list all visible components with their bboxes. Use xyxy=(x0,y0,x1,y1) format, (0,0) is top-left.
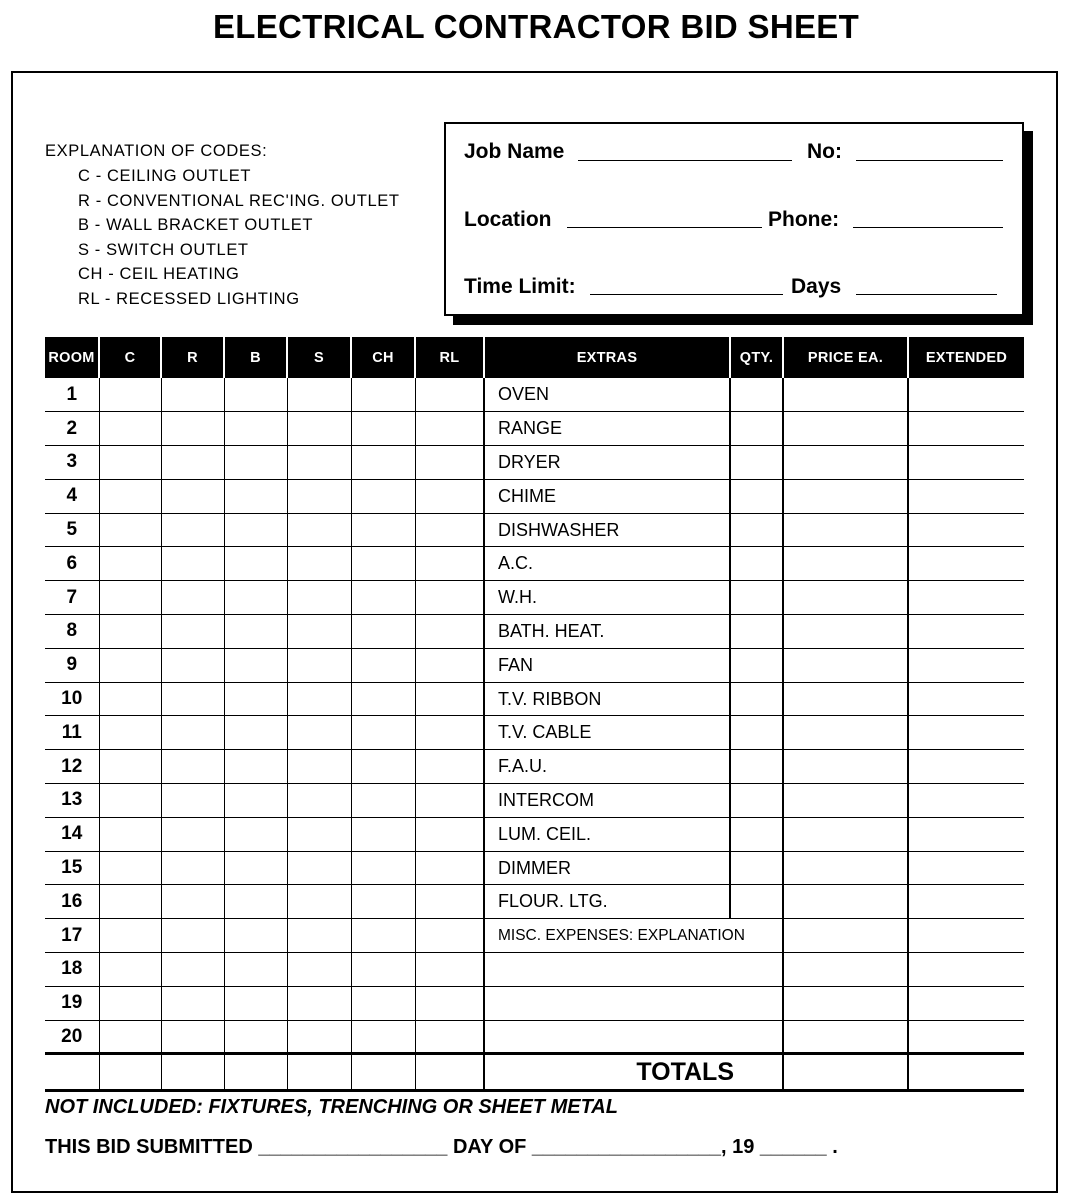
code-cell-b[interactable] xyxy=(224,1020,287,1054)
code-cell-s[interactable] xyxy=(287,1020,351,1054)
code-cell-ch[interactable] xyxy=(351,648,415,682)
price-each-cell[interactable] xyxy=(783,750,908,784)
misc-expenses-line[interactable] xyxy=(484,1020,783,1054)
code-cell-b[interactable] xyxy=(224,479,287,513)
price-each-cell[interactable] xyxy=(783,513,908,547)
col-header-r: R xyxy=(161,337,224,378)
table-row xyxy=(45,986,1024,1020)
price-each-cell[interactable] xyxy=(783,378,908,412)
total-price-each-cell[interactable] xyxy=(783,1054,908,1091)
code-cell-rl[interactable] xyxy=(415,581,484,615)
days-label: Days xyxy=(791,275,842,298)
price-each-cell[interactable] xyxy=(783,986,908,1020)
qty-cell[interactable] xyxy=(730,885,783,919)
room-number: 10 xyxy=(45,682,99,716)
code-cell-b[interactable] xyxy=(224,513,287,547)
code-cell-rl[interactable] xyxy=(415,716,484,750)
price-each-cell[interactable] xyxy=(783,581,908,615)
room-number: 4 xyxy=(45,479,99,513)
code-cell-r[interactable] xyxy=(161,682,224,716)
extended-cell[interactable] xyxy=(908,750,1024,784)
code-cell-c[interactable] xyxy=(99,479,161,513)
code-cell-rl[interactable] xyxy=(415,784,484,818)
extended-cell[interactable] xyxy=(908,446,1024,480)
qty-cell[interactable] xyxy=(730,479,783,513)
table-row xyxy=(45,547,1024,581)
table-row xyxy=(45,885,1024,919)
code-cell-c[interactable] xyxy=(99,682,161,716)
table-row xyxy=(45,716,1024,750)
extra-item: FAN xyxy=(484,648,730,682)
no-field[interactable] xyxy=(856,160,1003,161)
table-row xyxy=(45,378,1024,412)
code-cell-b[interactable] xyxy=(224,615,287,649)
extended-cell[interactable] xyxy=(908,784,1024,818)
room-number: 8 xyxy=(45,615,99,649)
code-cell-c[interactable] xyxy=(99,851,161,885)
price-each-cell[interactable] xyxy=(783,817,908,851)
code-cell-r[interactable] xyxy=(161,615,224,649)
room-number: 7 xyxy=(45,581,99,615)
qty-cell[interactable] xyxy=(730,750,783,784)
room-number: 3 xyxy=(45,446,99,480)
code-cell-s[interactable] xyxy=(287,682,351,716)
code-cell-c[interactable] xyxy=(99,615,161,649)
code-cell-rl[interactable] xyxy=(415,953,484,987)
code-cell-s[interactable] xyxy=(287,648,351,682)
misc-expenses-line[interactable] xyxy=(484,953,783,987)
codes-legend xyxy=(45,142,400,314)
room-number: 5 xyxy=(45,513,99,547)
price-each-cell[interactable] xyxy=(783,412,908,446)
extra-item: OVEN xyxy=(484,378,730,412)
extra-item: CHIME xyxy=(484,479,730,513)
code-cell-s[interactable] xyxy=(287,784,351,818)
col-header-extended: EXTENDED xyxy=(908,337,1024,378)
total-cell-s[interactable] xyxy=(287,1054,351,1091)
code-cell-r[interactable] xyxy=(161,446,224,480)
qty-cell[interactable] xyxy=(730,412,783,446)
misc-expenses-label: MISC. EXPENSES: EXPLANATION xyxy=(484,919,783,953)
price-each-cell[interactable] xyxy=(783,885,908,919)
code-cell-b[interactable] xyxy=(224,446,287,480)
price-each-cell[interactable] xyxy=(783,784,908,818)
code-cell-ch[interactable] xyxy=(351,615,415,649)
extended-cell[interactable] xyxy=(908,953,1024,987)
code-cell-r[interactable] xyxy=(161,953,224,987)
bid-table-wrap xyxy=(45,337,1024,1092)
qty-cell[interactable] xyxy=(730,513,783,547)
extended-cell[interactable] xyxy=(908,851,1024,885)
code-cell-b[interactable] xyxy=(224,378,287,412)
code-cell-b[interactable] xyxy=(224,986,287,1020)
code-item: RL - RECESSED LIGHTING xyxy=(78,289,300,308)
table-row xyxy=(45,784,1024,818)
code-cell-s[interactable] xyxy=(287,716,351,750)
code-cell-rl[interactable] xyxy=(415,513,484,547)
code-cell-c[interactable] xyxy=(99,784,161,818)
room-number: 16 xyxy=(45,885,99,919)
totals-room-cell xyxy=(45,1054,99,1091)
location-label: Location xyxy=(464,208,552,231)
col-header-rl: RL xyxy=(415,337,484,378)
code-cell-c[interactable] xyxy=(99,648,161,682)
job-info-box xyxy=(444,122,1024,316)
code-cell-ch[interactable] xyxy=(351,446,415,480)
code-cell-c[interactable] xyxy=(99,953,161,987)
extra-item: W.H. xyxy=(484,581,730,615)
code-cell-rl[interactable] xyxy=(415,817,484,851)
table-row xyxy=(45,513,1024,547)
room-number: 11 xyxy=(45,716,99,750)
code-cell-ch[interactable] xyxy=(351,885,415,919)
extra-item: DRYER xyxy=(484,446,730,480)
code-cell-ch[interactable] xyxy=(351,817,415,851)
bid-submitted-line: THIS BID SUBMITTED _________________ DAY OF _________________, 19 ______ . xyxy=(45,1136,838,1158)
extended-cell[interactable] xyxy=(908,919,1024,953)
code-cell-s[interactable] xyxy=(287,378,351,412)
not-included-note: NOT INCLUDED: FIXTURES, TRENCHING OR SHEET METAL xyxy=(45,1096,618,1118)
code-cell-rl[interactable] xyxy=(415,851,484,885)
code-cell-ch[interactable] xyxy=(351,547,415,581)
code-cell-s[interactable] xyxy=(287,513,351,547)
table-row xyxy=(45,750,1024,784)
code-item: CH - CEIL HEATING xyxy=(78,265,240,283)
qty-cell[interactable] xyxy=(730,784,783,818)
qty-cell[interactable] xyxy=(730,648,783,682)
extra-item: LUM. CEIL. xyxy=(484,817,730,851)
code-cell-r[interactable] xyxy=(161,817,224,851)
extra-item: RANGE xyxy=(484,412,730,446)
col-header-s: S xyxy=(287,337,351,378)
room-number: 2 xyxy=(45,412,99,446)
price-each-cell[interactable] xyxy=(783,1020,908,1054)
bid-table xyxy=(45,337,1024,1092)
code-cell-rl[interactable] xyxy=(415,615,484,649)
code-cell-ch[interactable] xyxy=(351,513,415,547)
code-cell-b[interactable] xyxy=(224,919,287,953)
price-each-cell[interactable] xyxy=(783,547,908,581)
col-header-price-each: PRICE EA. xyxy=(783,337,908,378)
col-header-extras: EXTRAS xyxy=(484,337,730,378)
price-each-cell[interactable] xyxy=(783,919,908,953)
code-cell-s[interactable] xyxy=(287,750,351,784)
code-cell-s[interactable] xyxy=(287,919,351,953)
code-cell-r[interactable] xyxy=(161,750,224,784)
price-each-cell[interactable] xyxy=(783,953,908,987)
code-cell-c[interactable] xyxy=(99,513,161,547)
table-row xyxy=(45,648,1024,682)
code-cell-b[interactable] xyxy=(224,581,287,615)
days-field[interactable] xyxy=(856,294,997,295)
code-cell-ch[interactable] xyxy=(351,682,415,716)
extended-cell[interactable] xyxy=(908,412,1024,446)
table-row xyxy=(45,1020,1024,1054)
code-cell-c[interactable] xyxy=(99,986,161,1020)
code-cell-s[interactable] xyxy=(287,851,351,885)
code-cell-s[interactable] xyxy=(287,953,351,987)
code-cell-ch[interactable] xyxy=(351,412,415,446)
totals-label: TOTALS xyxy=(484,1054,783,1091)
code-cell-r[interactable] xyxy=(161,716,224,750)
price-each-cell[interactable] xyxy=(783,648,908,682)
code-cell-r[interactable] xyxy=(161,648,224,682)
room-number: 20 xyxy=(45,1020,99,1054)
room-number: 1 xyxy=(45,378,99,412)
code-cell-c[interactable] xyxy=(99,716,161,750)
code-cell-r[interactable] xyxy=(161,919,224,953)
code-cell-c[interactable] xyxy=(99,750,161,784)
table-row xyxy=(45,851,1024,885)
code-cell-r[interactable] xyxy=(161,547,224,581)
code-cell-b[interactable] xyxy=(224,682,287,716)
extra-item: A.C. xyxy=(484,547,730,581)
code-cell-rl[interactable] xyxy=(415,547,484,581)
extended-cell[interactable] xyxy=(908,547,1024,581)
code-cell-b[interactable] xyxy=(224,817,287,851)
code-cell-ch[interactable] xyxy=(351,784,415,818)
totals-row xyxy=(45,1054,1024,1091)
qty-cell[interactable] xyxy=(730,547,783,581)
code-cell-rl[interactable] xyxy=(415,412,484,446)
qty-cell[interactable] xyxy=(730,378,783,412)
extended-cell[interactable] xyxy=(908,581,1024,615)
code-cell-c[interactable] xyxy=(99,378,161,412)
room-number: 13 xyxy=(45,784,99,818)
code-cell-rl[interactable] xyxy=(415,682,484,716)
code-cell-r[interactable] xyxy=(161,479,224,513)
extended-cell[interactable] xyxy=(908,378,1024,412)
code-cell-r[interactable] xyxy=(161,851,224,885)
table-row xyxy=(45,412,1024,446)
code-cell-c[interactable] xyxy=(99,817,161,851)
extended-cell[interactable] xyxy=(908,986,1024,1020)
extra-item: DIMMER xyxy=(484,851,730,885)
code-item: C - CEILING OUTLET xyxy=(78,167,252,185)
code-cell-ch[interactable] xyxy=(351,1020,415,1054)
price-each-cell[interactable] xyxy=(783,446,908,480)
code-cell-ch[interactable] xyxy=(351,716,415,750)
room-number: 6 xyxy=(45,547,99,581)
job-name-label: Job Name xyxy=(464,140,565,163)
code-cell-s[interactable] xyxy=(287,885,351,919)
total-cell-rl[interactable] xyxy=(415,1054,484,1091)
code-cell-r[interactable] xyxy=(161,986,224,1020)
room-number: 15 xyxy=(45,851,99,885)
code-cell-s[interactable] xyxy=(287,547,351,581)
table-header-row xyxy=(45,337,1024,378)
code-cell-c[interactable] xyxy=(99,581,161,615)
table-row xyxy=(45,919,1024,953)
total-cell-b[interactable] xyxy=(224,1054,287,1091)
col-header-b: B xyxy=(224,337,287,378)
room-number: 14 xyxy=(45,817,99,851)
phone-field[interactable] xyxy=(853,227,1003,228)
code-cell-ch[interactable] xyxy=(351,750,415,784)
extended-cell[interactable] xyxy=(908,817,1024,851)
extra-item: FLOUR. LTG. xyxy=(484,885,730,919)
code-cell-rl[interactable] xyxy=(415,446,484,480)
misc-expenses-line[interactable] xyxy=(484,986,783,1020)
extra-item: BATH. HEAT. xyxy=(484,615,730,649)
extra-item: T.V. RIBBON xyxy=(484,682,730,716)
code-cell-ch[interactable] xyxy=(351,953,415,987)
code-cell-r[interactable] xyxy=(161,784,224,818)
code-cell-rl[interactable] xyxy=(415,479,484,513)
code-cell-rl[interactable] xyxy=(415,986,484,1020)
price-each-cell[interactable] xyxy=(783,479,908,513)
table-row xyxy=(45,953,1024,987)
code-cell-r[interactable] xyxy=(161,581,224,615)
code-cell-c[interactable] xyxy=(99,1020,161,1054)
code-cell-rl[interactable] xyxy=(415,750,484,784)
code-item: S - SWITCH OUTLET xyxy=(78,240,249,259)
page-title: ELECTRICAL CONTRACTOR BID SHEET xyxy=(212,8,860,45)
code-cell-b[interactable] xyxy=(224,716,287,750)
extra-item: F.A.U. xyxy=(484,750,730,784)
code-cell-c[interactable] xyxy=(99,446,161,480)
extended-cell[interactable] xyxy=(908,513,1024,547)
code-cell-ch[interactable] xyxy=(351,479,415,513)
code-cell-c[interactable] xyxy=(99,885,161,919)
extended-cell[interactable] xyxy=(908,479,1024,513)
code-cell-rl[interactable] xyxy=(415,648,484,682)
total-cell-c[interactable] xyxy=(99,1054,161,1091)
code-cell-ch[interactable] xyxy=(351,851,415,885)
code-cell-b[interactable] xyxy=(224,750,287,784)
extended-cell[interactable] xyxy=(908,648,1024,682)
code-cell-rl[interactable] xyxy=(415,1020,484,1054)
code-cell-b[interactable] xyxy=(224,953,287,987)
extended-cell[interactable] xyxy=(908,885,1024,919)
no-label: No: xyxy=(807,140,842,163)
code-cell-s[interactable] xyxy=(287,479,351,513)
code-cell-c[interactable] xyxy=(99,919,161,953)
col-header-room: ROOM xyxy=(45,337,99,378)
room-number: 12 xyxy=(45,750,99,784)
code-cell-r[interactable] xyxy=(161,885,224,919)
codes-heading: EXPLANATION OF CODES: xyxy=(45,142,268,160)
location-field[interactable] xyxy=(567,227,762,228)
code-cell-rl[interactable] xyxy=(415,919,484,953)
code-cell-b[interactable] xyxy=(224,851,287,885)
code-cell-r[interactable] xyxy=(161,412,224,446)
code-cell-b[interactable] xyxy=(224,885,287,919)
price-each-cell[interactable] xyxy=(783,851,908,885)
table-row xyxy=(45,581,1024,615)
table-row xyxy=(45,682,1024,716)
room-number: 17 xyxy=(45,919,99,953)
extra-item: T.V. CABLE xyxy=(484,716,730,750)
col-header-c: C xyxy=(99,337,161,378)
code-cell-ch[interactable] xyxy=(351,919,415,953)
price-each-cell[interactable] xyxy=(783,716,908,750)
table-row xyxy=(45,615,1024,649)
code-cell-b[interactable] xyxy=(224,784,287,818)
code-cell-r[interactable] xyxy=(161,1020,224,1054)
extra-item: INTERCOM xyxy=(484,784,730,818)
table-row xyxy=(45,479,1024,513)
extended-cell[interactable] xyxy=(908,615,1024,649)
total-extended-cell[interactable] xyxy=(908,1054,1024,1091)
qty-cell[interactable] xyxy=(730,817,783,851)
room-number: 18 xyxy=(45,953,99,987)
code-cell-ch[interactable] xyxy=(351,986,415,1020)
code-cell-rl[interactable] xyxy=(415,378,484,412)
code-cell-b[interactable] xyxy=(224,547,287,581)
code-cell-c[interactable] xyxy=(99,412,161,446)
code-cell-s[interactable] xyxy=(287,615,351,649)
extended-cell[interactable] xyxy=(908,716,1024,750)
room-number: 19 xyxy=(45,986,99,1020)
code-cell-ch[interactable] xyxy=(351,581,415,615)
code-cell-r[interactable] xyxy=(161,378,224,412)
col-header-ch: CH xyxy=(351,337,415,378)
qty-cell[interactable] xyxy=(730,682,783,716)
code-item: R - CONVENTIONAL REC'ING. OUTLET xyxy=(78,191,400,210)
code-cell-b[interactable] xyxy=(224,648,287,682)
job-name-field[interactable] xyxy=(578,160,792,161)
code-cell-s[interactable] xyxy=(287,412,351,446)
code-cell-b[interactable] xyxy=(224,412,287,446)
qty-cell[interactable] xyxy=(730,446,783,480)
code-cell-s[interactable] xyxy=(287,581,351,615)
col-header-qty: QTY. xyxy=(730,337,783,378)
total-cell-r[interactable] xyxy=(161,1054,224,1091)
extended-cell[interactable] xyxy=(908,1020,1024,1054)
qty-cell[interactable] xyxy=(730,615,783,649)
room-number: 9 xyxy=(45,648,99,682)
time-limit-label: Time Limit: xyxy=(464,275,576,298)
code-cell-r[interactable] xyxy=(161,513,224,547)
qty-cell[interactable] xyxy=(730,851,783,885)
qty-cell[interactable] xyxy=(730,581,783,615)
time-limit-field[interactable] xyxy=(590,294,783,295)
qty-cell[interactable] xyxy=(730,716,783,750)
extra-item: DISHWASHER xyxy=(484,513,730,547)
table-row xyxy=(45,446,1024,480)
code-cell-s[interactable] xyxy=(287,817,351,851)
code-cell-rl[interactable] xyxy=(415,885,484,919)
code-cell-s[interactable] xyxy=(287,446,351,480)
total-cell-ch[interactable] xyxy=(351,1054,415,1091)
phone-label: Phone: xyxy=(768,208,840,231)
code-cell-ch[interactable] xyxy=(351,378,415,412)
price-each-cell[interactable] xyxy=(783,615,908,649)
price-each-cell[interactable] xyxy=(783,682,908,716)
code-item: B - WALL BRACKET OUTLET xyxy=(78,216,314,234)
code-cell-c[interactable] xyxy=(99,547,161,581)
code-cell-s[interactable] xyxy=(287,986,351,1020)
extended-cell[interactable] xyxy=(908,682,1024,716)
table-row xyxy=(45,817,1024,851)
